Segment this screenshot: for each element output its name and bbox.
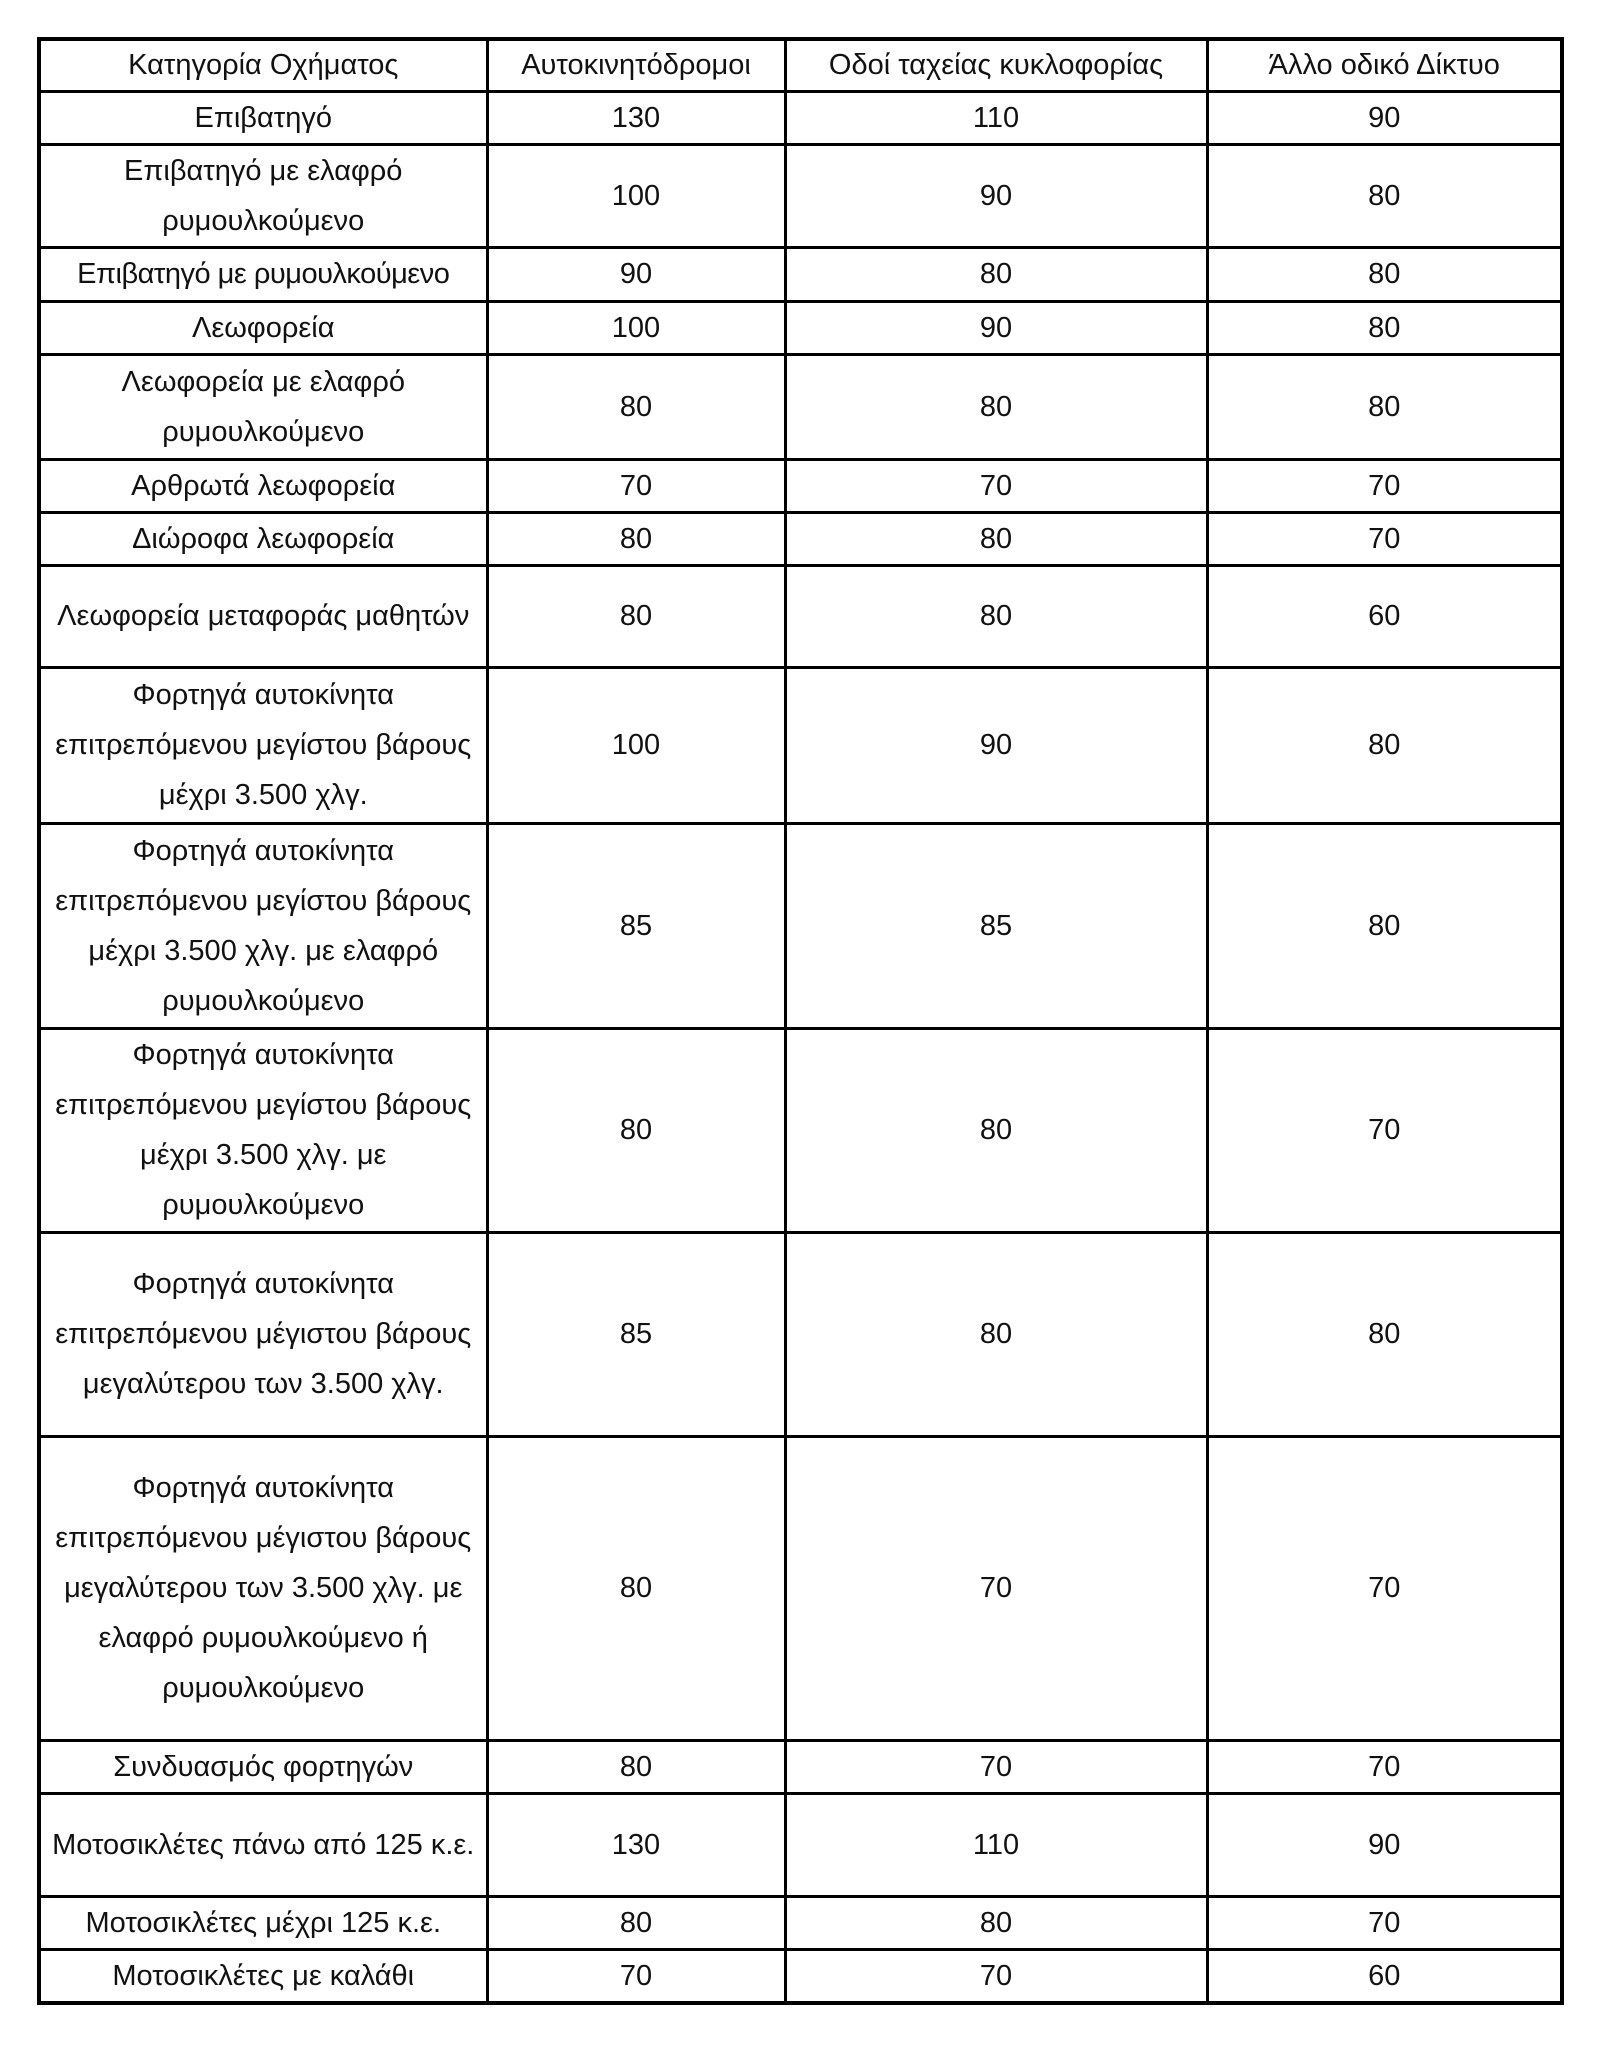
expressway-limit-cell: 90 xyxy=(785,301,1207,354)
motorway-limit-cell: 70 xyxy=(487,459,785,512)
other-network-limit-cell: 70 xyxy=(1207,512,1562,565)
motorway-limit-cell: 100 xyxy=(487,144,785,247)
header-vehicle-category: Κατηγορία Οχήματος xyxy=(39,39,487,91)
other-network-limit-cell: 70 xyxy=(1207,1028,1562,1232)
vehicle-category-cell: Φορτηγά αυτοκίνητα επιτρεπόμενου μεγίστου βάρους μέχρι 3.500 χλγ. με ρυμουλκούμενο xyxy=(39,1028,487,1232)
motorway-limit-cell: 80 xyxy=(487,1028,785,1232)
expressway-limit-cell: 80 xyxy=(785,354,1207,459)
other-network-limit-cell: 80 xyxy=(1207,247,1562,301)
vehicle-category-cell: Διώροφα λεωφορεία xyxy=(39,512,487,565)
expressway-limit-cell: 80 xyxy=(785,1896,1207,1949)
motorway-limit-cell: 85 xyxy=(487,823,785,1028)
vehicle-category-cell: Μοτοσικλέτες με καλάθι xyxy=(39,1949,487,2003)
table-row xyxy=(39,354,1562,459)
vehicle-category-cell: Φορτηγά αυτοκίνητα επιτρεπόμενου μεγίστου βάρους μέχρι 3.500 χλγ. xyxy=(39,667,487,823)
other-network-limit-cell: 80 xyxy=(1207,144,1562,247)
other-network-limit-cell: 70 xyxy=(1207,1740,1562,1793)
header-expressways: Οδοί ταχείας κυκλοφορίας xyxy=(785,39,1207,91)
table-row xyxy=(39,512,1562,565)
vehicle-category-cell: Λεωφορεία μεταφοράς μαθητών xyxy=(39,565,487,667)
table-row xyxy=(39,247,1562,301)
vehicle-category-cell: Φορτηγά αυτοκίνητα επιτρεπόμενου μέγιστου βάρους μεγαλύτερου των 3.500 χλγ. xyxy=(39,1232,487,1436)
other-network-limit-cell: 60 xyxy=(1207,565,1562,667)
expressway-limit-cell: 110 xyxy=(785,91,1207,144)
expressway-limit-cell: 80 xyxy=(785,1028,1207,1232)
table-row xyxy=(39,1436,1562,1740)
motorway-limit-cell: 70 xyxy=(487,1949,785,2003)
header-motorways: Αυτοκινητόδρομοι xyxy=(487,39,785,91)
table-row xyxy=(39,667,1562,823)
motorway-limit-cell: 130 xyxy=(487,1793,785,1896)
other-network-limit-cell: 70 xyxy=(1207,459,1562,512)
motorway-limit-cell: 100 xyxy=(487,667,785,823)
other-network-limit-cell: 80 xyxy=(1207,301,1562,354)
other-network-limit-cell: 80 xyxy=(1207,354,1562,459)
other-network-limit-cell: 80 xyxy=(1207,1232,1562,1436)
other-network-limit-cell: 70 xyxy=(1207,1896,1562,1949)
table-body xyxy=(39,91,1562,2003)
vehicle-category-cell: Λεωφορεία xyxy=(39,301,487,354)
expressway-limit-cell: 70 xyxy=(785,1740,1207,1793)
motorway-limit-cell: 80 xyxy=(487,354,785,459)
motorway-limit-cell: 80 xyxy=(487,1896,785,1949)
other-network-limit-cell: 80 xyxy=(1207,667,1562,823)
motorway-limit-cell: 130 xyxy=(487,91,785,144)
other-network-limit-cell: 80 xyxy=(1207,823,1562,1028)
table-row xyxy=(39,565,1562,667)
vehicle-category-cell: Μοτοσικλέτες μέχρι 125 κ.ε. xyxy=(39,1896,487,1949)
vehicle-category-cell: Φορτηγά αυτοκίνητα επιτρεπόμενου μέγιστου βάρους μεγαλύτερου των 3.500 χλγ. με ελαφρό ρυμουλκούμενο ή ρυμουλκούμενο xyxy=(39,1436,487,1740)
table-row xyxy=(39,301,1562,354)
other-network-limit-cell: 70 xyxy=(1207,1436,1562,1740)
vehicle-category-cell: Φορτηγά αυτοκίνητα επιτρεπόμενου μεγίστου βάρους μέχρι 3.500 χλγ. με ελαφρό ρυμουλκούμενο xyxy=(39,823,487,1028)
motorway-limit-cell: 80 xyxy=(487,1740,785,1793)
expressway-limit-cell: 85 xyxy=(785,823,1207,1028)
header-row xyxy=(39,39,1562,91)
vehicle-category-cell: Λεωφορεία με ελαφρό ρυμουλκούμενο xyxy=(39,354,487,459)
table-row xyxy=(39,1232,1562,1436)
header-other-network: Άλλο οδικό Δίκτυο xyxy=(1207,39,1562,91)
expressway-limit-cell: 80 xyxy=(785,247,1207,301)
motorway-limit-cell: 80 xyxy=(487,565,785,667)
vehicle-category-cell: Επιβατηγό με ελαφρό ρυμουλκούμενο xyxy=(39,144,487,247)
table-row xyxy=(39,459,1562,512)
vehicle-category-cell: Αρθρωτά λεωφορεία xyxy=(39,459,487,512)
other-network-limit-cell: 90 xyxy=(1207,91,1562,144)
table-row xyxy=(39,1740,1562,1793)
other-network-limit-cell: 90 xyxy=(1207,1793,1562,1896)
table-row xyxy=(39,144,1562,247)
vehicle-category-cell: Επιβατηγό με ρυμουλκούμενο xyxy=(39,247,487,301)
motorway-limit-cell: 90 xyxy=(487,247,785,301)
expressway-limit-cell: 80 xyxy=(785,512,1207,565)
vehicle-category-cell: Επιβατηγό xyxy=(39,91,487,144)
table-row xyxy=(39,1793,1562,1896)
motorway-limit-cell: 80 xyxy=(487,1436,785,1740)
expressway-limit-cell: 90 xyxy=(785,144,1207,247)
motorway-limit-cell: 85 xyxy=(487,1232,785,1436)
motorway-limit-cell: 100 xyxy=(487,301,785,354)
other-network-limit-cell: 60 xyxy=(1207,1949,1562,2003)
expressway-limit-cell: 70 xyxy=(785,459,1207,512)
expressway-limit-cell: 70 xyxy=(785,1949,1207,2003)
table-row xyxy=(39,1896,1562,1949)
vehicle-category-cell: Συνδυασμός φορτηγών xyxy=(39,1740,487,1793)
table-row xyxy=(39,91,1562,144)
expressway-limit-cell: 90 xyxy=(785,667,1207,823)
table-row xyxy=(39,1028,1562,1232)
speed-limits-table xyxy=(37,37,1564,2005)
expressway-limit-cell: 110 xyxy=(785,1793,1207,1896)
expressway-limit-cell: 70 xyxy=(785,1436,1207,1740)
expressway-limit-cell: 80 xyxy=(785,565,1207,667)
expressway-limit-cell: 80 xyxy=(785,1232,1207,1436)
table-row xyxy=(39,1949,1562,2003)
vehicle-category-cell: Μοτοσικλέτες πάνω από 125 κ.ε. xyxy=(39,1793,487,1896)
motorway-limit-cell: 80 xyxy=(487,512,785,565)
table-row xyxy=(39,823,1562,1028)
